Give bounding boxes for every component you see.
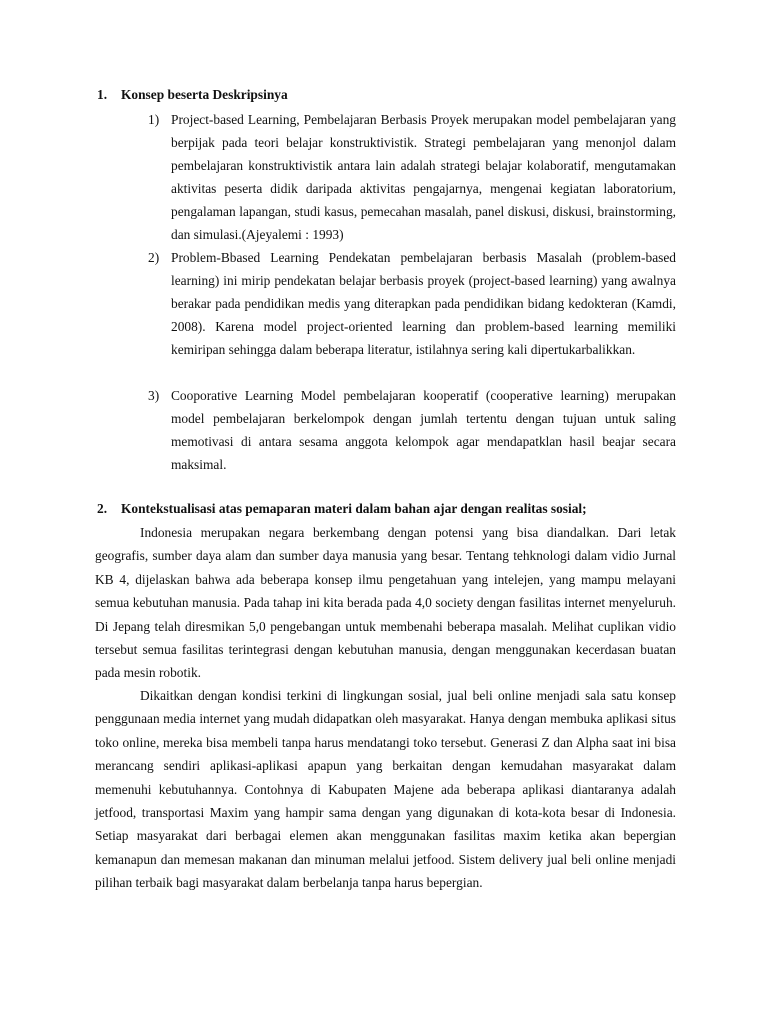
concept-item-3 (148, 384, 676, 476)
concept-item-3-number: 3) (148, 388, 160, 403)
paragraph-2: Dikaitkan dengan kondisi terkini di lingkungan sosial, jual beli online menjadi sala satu konsep penggunaan media internet yang mudah didapatkan oleh masyarakat. Hanya dengan membuka aplikasi situs toko online, mereka bisa membeli tanpa harus mendatangi toko tersebut. Generasi Z dan Alpha saat ini bisa merancang sendiri aplikasi-aplikasi apapun yang berkaitan dengan kemudahan masyarakat dalam memenuhi kebutuhannya. Contohnya di Kabupaten Majene ada beberapa aplikasi diantaranya adalah jetfood, transportasi Maxim yang hampir sama dengan yang digunakan di kota-kota besar di Indonesia. Setiap masyarakat dari berbagai elemen akan menggunakan fasilitas maxim ketika akan bepergian kemanapun dan memesan makanan dan minuman melalui jetfood. Sistem delivery jual beli online menjadi pilihan terbaik bagi masyarakat dalam berbelanja tanpa harus bepergian. (95, 688, 676, 891)
paragraph-1: Indonesia merupakan negara berkembang dengan potensi yang bisa diandalkan. Dari letak geografis, sumber daya alam dan sumber daya manusia yang besar. Tentang tehknologi dalam vidio Jurnal KB 4, dijelaskan bahwa ada beberapa konsep ilmu pengetahuan yang intelejen, yang mampu melayani semua kebutuhan manusia. Pada tahap ini kita berada pada 4,0 society dengan fasilitas internet menyeluruh. Di Jepang telah diresmikan 5,0 pengebangan untuk membenahi beberapa masalah. Melihat cuplikan vidio tersebut semua fasilitas terintegrasi dengan kebutuhan manusia, dengan menggunakan kecerdasan buatan pada mesin robotik. (95, 525, 676, 681)
section-1-heading (97, 85, 288, 105)
concept-item-2 (148, 246, 676, 361)
concept-item-2-text: Problem-Bbased Learning Pendekatan pembelajaran berbasis Masalah (problem-based learning) ini mirip pendekatan belajar berbasis proyek (project-based learning) yang awalnya berakar pada pendidikan medis yang diterapkan pada pendidikan bidang kedokteran (Kamdi, 2008). Karena model project-oriented learning dan problem-based learning memiliki kemiripan sehingga dalam beberapa literatur, istilahnya sering kali dipertukarbalikkan. (171, 250, 676, 357)
concept-item-1-number: 1) (148, 112, 160, 127)
concept-item-3-text: Cooporative Learning Model pembelajaran kooperatif (cooperative learning) merupakan model pembelajaran berkelompok dengan jumlah tertentu dengan tujuan untuk saling memotivasi di antara sesama anggota kelompok agar mendapatklan hasil beajar secara maksimal. (171, 388, 676, 472)
section-2-heading (97, 499, 587, 519)
section-2-number: 2. (97, 501, 108, 516)
section-2-title: Kontekstualisasi atas pemaparan materi dalam bahan ajar dengan realitas sosial; (121, 501, 587, 516)
concept-item-2-number: 2) (148, 250, 160, 265)
section-1-number: 1. (97, 87, 108, 102)
section-1-title: Konsep beserta Deskripsinya (121, 87, 288, 102)
concept-item-1-text: Project-based Learning, Pembelajaran Berbasis Proyek merupakan model pembelajaran yang berpijak pada teori belajar konstruktivistik. Strategi pembelajaran yang menonjol dalam pembelajaran konstruktivistik antara lain adalah strategi belajar kolaboratif, mengutamakan aktivitas peserta didik daripada aktivitas pengajarnya, mengenai kegiatan laboratorium, pengalaman lapangan, studi kasus, pemecahan masalah, panel diskusi, diskusi, brainstorming, dan simulasi.(Ajeyalemi : 1993) (171, 112, 676, 242)
concept-item-1 (148, 108, 676, 246)
